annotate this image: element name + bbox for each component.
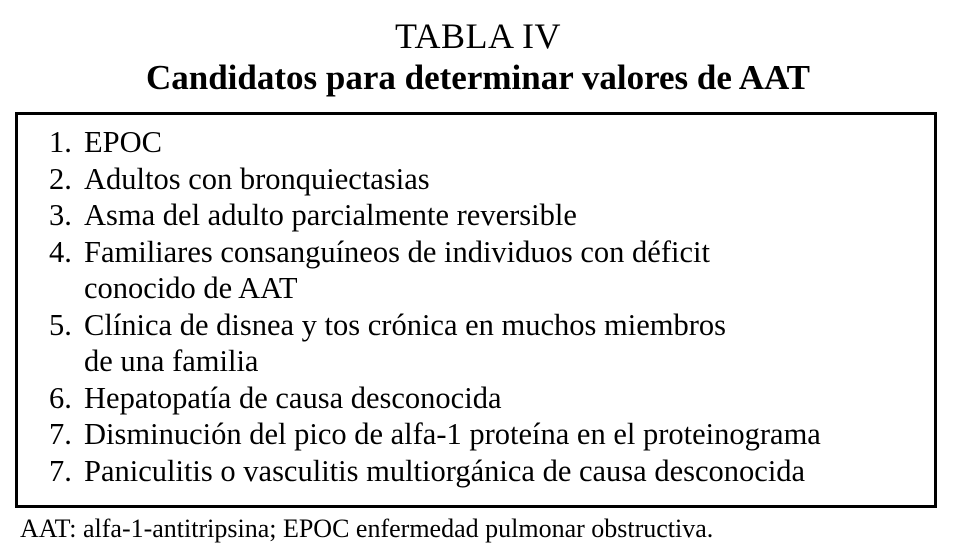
item-text: Asma del adulto parcialmente reversible	[84, 198, 577, 232]
table-number: TABLA IV	[394, 16, 562, 56]
list-item	[49, 124, 821, 161]
list-item	[49, 380, 821, 417]
item-number: 7.	[49, 453, 72, 488]
list-item	[49, 234, 821, 307]
item-number: 6.	[49, 380, 72, 415]
item-number: 4.	[49, 234, 72, 269]
candidate-list	[49, 124, 821, 489]
item-text: Familiares consanguíneos de individuos con déficit conocido de AAT	[84, 234, 710, 305]
item-number: 7.	[49, 417, 72, 451]
list-item	[49, 161, 821, 198]
item-text: Hepatopatía de causa desconocida	[84, 380, 502, 415]
item-number: 2.	[49, 161, 72, 196]
item-number: 5.	[49, 307, 72, 342]
list-item	[49, 197, 821, 234]
item-text: Adultos con bronquiectasias	[84, 161, 430, 196]
item-number: 3.	[49, 198, 72, 232]
item-text: Clínica de disnea y tos crónica en muchos miembros de una familia	[84, 307, 727, 378]
table-title: Candidatos para determinar valores de AAT	[145, 58, 811, 97]
list-item	[49, 416, 821, 453]
list-item	[49, 307, 821, 380]
item-text: Paniculitis o vasculitis multiorgánica de causa desconocida	[84, 453, 806, 488]
item-number: 1.	[49, 125, 72, 159]
list-item	[49, 453, 821, 490]
table-footnote: AAT: alfa-1-antitripsina; EPOC enfermedad pulmonar obstructiva.	[20, 514, 714, 543]
item-text: EPOC	[84, 125, 162, 159]
item-text: Disminución del pico de alfa-1 proteína en el proteinograma	[84, 417, 821, 451]
